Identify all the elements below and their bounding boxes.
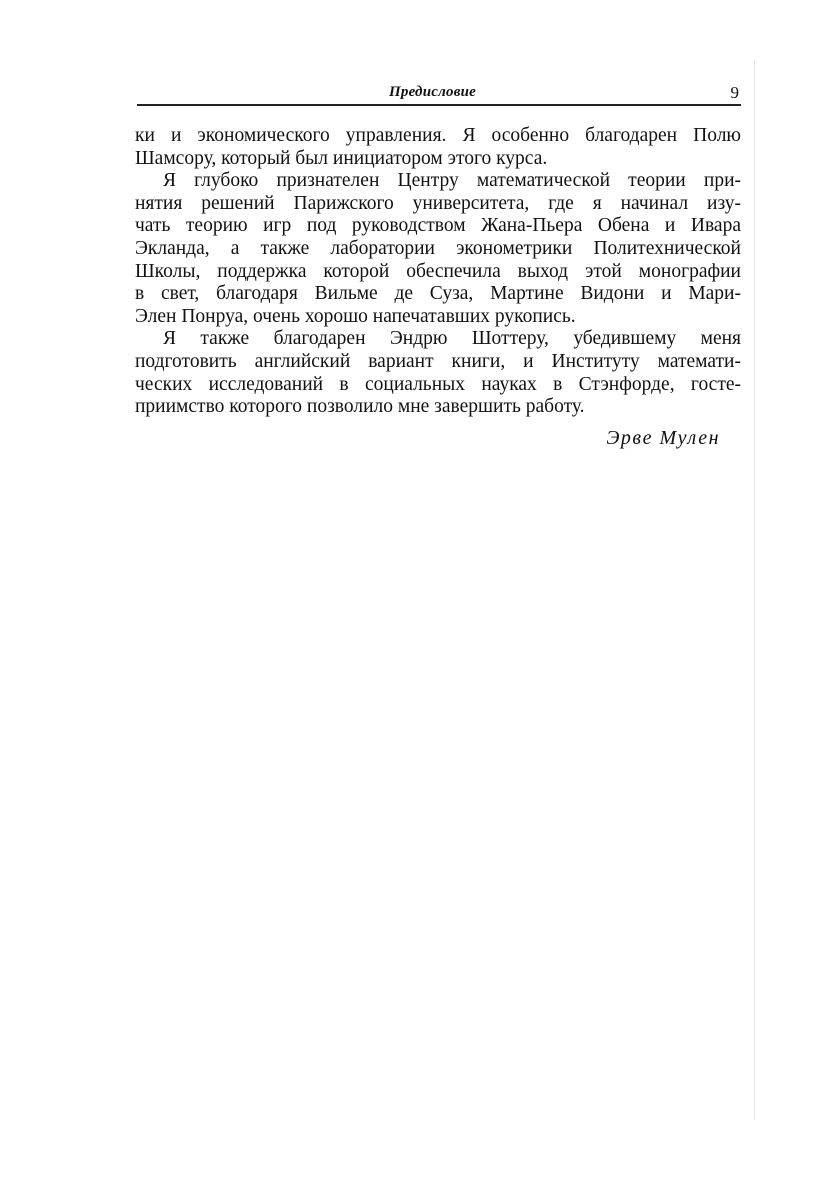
page-number: 9 — [730, 83, 739, 102]
text-line: приимство которого позволило мне завершить работу. — [135, 396, 585, 418]
body-text — [135, 125, 741, 419]
paragraph-3 — [135, 328, 741, 418]
text-line: ческих исследований в социальных науках в Стэнфорде, госте- — [135, 373, 741, 395]
text-line: Элен Понруа, очень хорошо напечатавших рукопись. — [135, 305, 576, 327]
text-line: чать теорию игр под руководством Жана-Пьера Обена и Ивара — [135, 215, 741, 237]
header-rule — [137, 104, 741, 106]
page-edge-shadow — [754, 60, 755, 1120]
text-line: Я глубоко признателен Центру математической теории при- — [163, 170, 741, 192]
text-line: подготовить английский вариант книги, и Институту математи- — [135, 350, 741, 372]
text-line: Шамсору, который был инициатором этого курса. — [135, 147, 548, 169]
author-signature: Эрве Мулен — [606, 427, 720, 449]
paragraph-1 — [135, 125, 741, 170]
text-line: нятия решений Парижского университета, где я начинал изу- — [135, 192, 741, 214]
text-line: Экланда, а также лаборатории эконометрики Политехнической — [135, 237, 741, 259]
text-line: Я также благодарен Эндрю Шоттеру, убедившему меня — [163, 328, 741, 350]
section-title: Предисловие — [389, 84, 476, 100]
text-line: ки и экономического управления. Я особенно благодарен Полю — [135, 125, 741, 146]
paragraph-2 — [135, 170, 741, 328]
text-line: в свет, благодаря Вильме де Суза, Мартине Видони и Мари- — [135, 283, 741, 305]
running-header — [137, 84, 741, 104]
text-line: Школы, поддержка которой обеспечила выход этой монографии — [135, 260, 741, 282]
